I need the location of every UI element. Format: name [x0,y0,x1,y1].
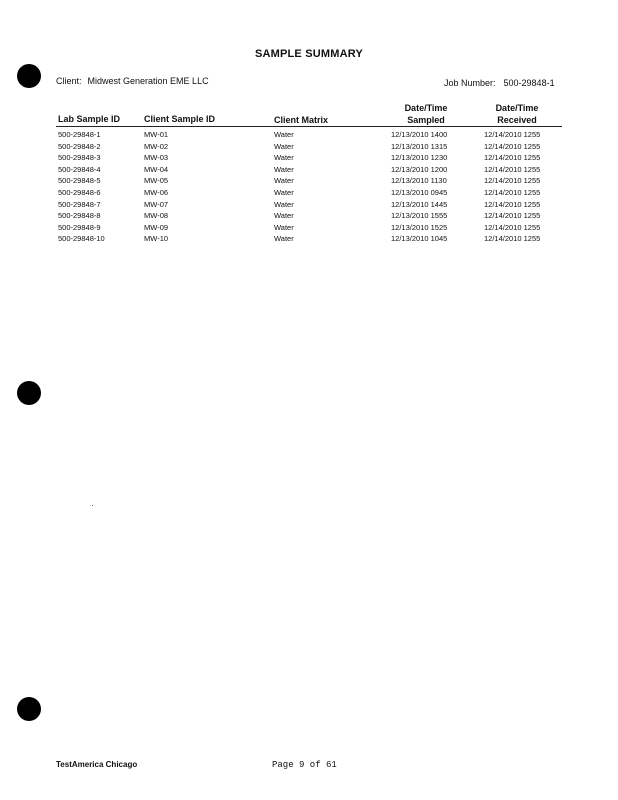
lab-sample-id-cell: 500-29848-7 [58,199,101,209]
client-sample-id-cell: MW-08 [144,211,169,221]
date-sampled-cell: 12/13/2010 1315 [391,141,448,151]
date-received-cell: 12/14/2010 1255 [484,187,541,197]
date-received-cell: 12/14/2010 1255 [484,211,541,221]
scan-speck [92,505,93,506]
column-header-date-received-line1: Date/Time [495,103,539,113]
lab-sample-id-cell: 500-29848-1 [58,130,101,139]
lab-sample-id-cell: 500-29848-2 [58,141,101,151]
date-sampled-cell: 12/13/2010 1130 [391,176,447,186]
lab-sample-id-cell: 500-29848-5 [58,176,101,186]
table-row [0,175,618,187]
table-row [0,129,618,141]
table-row [0,199,618,211]
date-received-cell: 12/14/2010 1255 [484,234,541,244]
column-header-client-matrix: Client Matrix [274,115,329,125]
table-row [0,210,618,222]
date-received-cell: 12/14/2010 1255 [484,141,541,151]
client-sample-id-cell: MW-09 [144,222,169,232]
client-sample-id-cell: MW-10 [144,234,169,244]
column-header-client-sample-id: Client Sample ID [144,114,216,124]
column-header-date-sampled-line2: Sampled [407,115,445,125]
client-matrix-cell: Water [274,211,294,221]
column-header-date-received-line2: Received [497,115,537,125]
client-info [56,76,209,86]
footer-company: TestAmerica Chicago [56,760,138,769]
column-header-date-received [482,102,552,126]
client-matrix-cell: Water [274,141,294,151]
table-row [0,152,618,164]
date-received-cell: 12/14/2010 1255 [484,164,541,174]
date-received-cell: 12/14/2010 1255 [484,153,541,163]
date-sampled-cell: 12/13/2010 1230 [391,153,448,163]
lab-sample-id-cell: 500-29848-9 [58,222,101,232]
job-number [444,78,555,88]
client-label: Client: [56,76,82,86]
lab-sample-id-cell: 500-29848-6 [58,187,101,197]
table-row [0,141,618,153]
client-sample-id-cell: MW-01 [144,130,169,139]
column-header-date-sampled [392,102,460,126]
table-row [0,164,618,176]
lab-sample-id-cell: 500-29848-4 [58,164,101,174]
date-sampled-cell: 12/13/2010 1525 [391,222,448,232]
client-sample-id-cell: MW-02 [144,141,169,151]
header-divider [56,126,562,127]
date-sampled-cell: 12/13/2010 1400 [391,130,448,139]
lab-sample-id-cell: 500-29848-8 [58,211,101,221]
table-row [0,187,618,199]
punch-hole-bottom [17,697,41,721]
client-matrix-cell: Water [274,130,294,139]
column-header-lab-sample-id: Lab Sample ID [58,114,121,124]
client-sample-id-cell: MW-03 [144,153,169,163]
client-matrix-cell: Water [274,187,294,197]
column-header-date-sampled-line1: Date/Time [404,103,448,113]
client-matrix-cell: Water [274,164,294,174]
client-matrix-cell: Water [274,176,294,186]
date-received-cell: 12/14/2010 1255 [484,222,541,232]
footer-page-number: Page 9 of 61 [272,760,337,770]
client-sample-id-cell: MW-05 [144,176,169,186]
client-sample-id-cell: MW-04 [144,164,169,174]
table-row [0,222,618,234]
client-matrix-cell: Water [274,153,294,163]
date-received-cell: 12/14/2010 1255 [484,176,541,186]
job-number-label: Job Number: [444,78,496,88]
date-received-cell: 12/14/2010 1255 [484,199,541,209]
sample-table-body [0,129,618,245]
client-sample-id-cell: MW-07 [144,199,169,209]
client-matrix-cell: Water [274,199,294,209]
table-row [0,233,618,245]
date-sampled-cell: 12/13/2010 1200 [391,164,448,174]
client-matrix-cell: Water [274,234,294,244]
lab-sample-id-cell: 500-29848-10 [58,234,105,244]
lab-sample-id-cell: 500-29848-3 [58,153,101,163]
client-value: Midwest Generation EME LLC [87,76,209,86]
punch-hole-top [17,64,41,88]
page-title: SAMPLE SUMMARY [254,48,364,60]
date-sampled-cell: 12/13/2010 1555 [391,211,448,221]
client-sample-id-cell: MW-06 [144,187,169,197]
punch-hole-middle [17,381,41,405]
date-received-cell: 12/14/2010 1255 [484,130,541,139]
client-matrix-cell: Water [274,222,294,232]
date-sampled-cell: 12/13/2010 1045 [391,234,448,244]
date-sampled-cell: 12/13/2010 1445 [391,199,448,209]
job-number-value: 500-29848-1 [503,78,555,88]
date-sampled-cell: 12/13/2010 0945 [391,187,448,197]
